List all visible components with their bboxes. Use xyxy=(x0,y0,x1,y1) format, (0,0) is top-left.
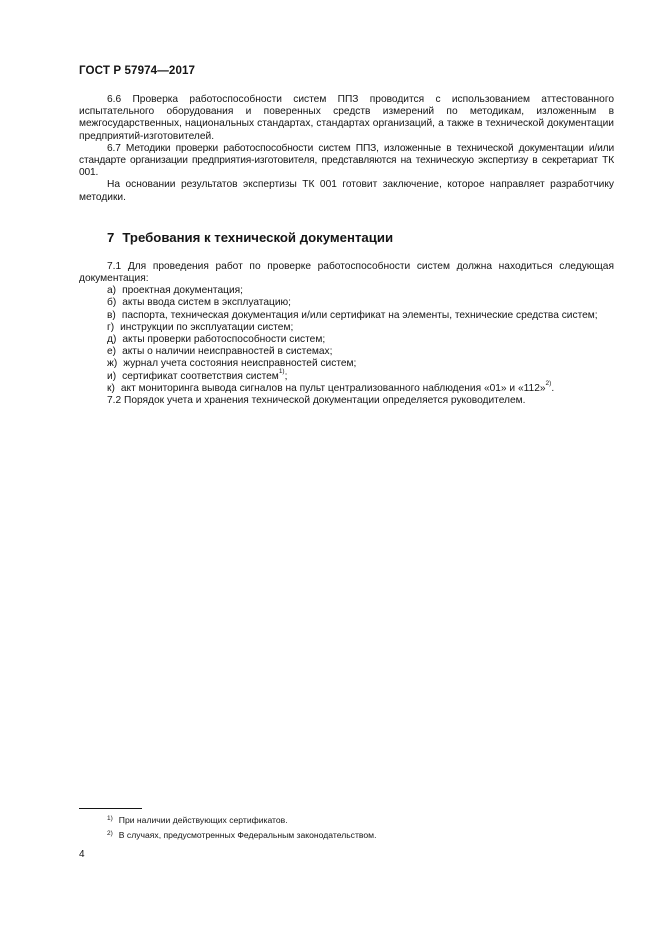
list-item-marker: ж) xyxy=(107,358,118,370)
list-item-marker: и) xyxy=(107,370,117,382)
footnote xyxy=(79,814,614,829)
list-item-marker: г) xyxy=(107,321,115,333)
list-item-marker: в) xyxy=(107,309,116,321)
list-item xyxy=(79,346,614,358)
footnote-marker: 2) xyxy=(107,829,113,837)
paragraph-7-2: 7.2 Порядок учета и хранения технической документации определяется руководителем. xyxy=(107,395,526,407)
footnote-text: При наличии действующих сертификатов. xyxy=(118,815,288,825)
list-item xyxy=(79,322,614,334)
list-item-marker: к) xyxy=(107,382,115,394)
list-item-text: проектная документация; xyxy=(122,285,243,297)
list-item-marker: е) xyxy=(107,346,117,358)
section-number: 7 xyxy=(107,229,115,245)
list-item-text: акты о наличии неисправностей в системах; xyxy=(122,346,333,358)
paragraph-6-7: 6.7 Методики проверки работоспособности систем ППЗ, изложенные в технической документации и/или стандарте организации предприятия-изготовителя, представляются на техническую экспертизу в секретариат ТК 001. xyxy=(79,142,614,179)
list-item-text: акт мониторинга вывода сигналов на пульт централизованного наблюдения «01» и «112» xyxy=(120,382,546,394)
list-item-text: паспорта, техническая документация и/или сертификат на элементы, технические средства систем; xyxy=(121,309,598,321)
list-item-punctuation: ; xyxy=(284,370,288,382)
list-item xyxy=(79,285,614,297)
list-item-text: акты ввода систем в эксплуатацию; xyxy=(122,297,292,309)
footnote-divider xyxy=(79,808,142,809)
list-item-marker: а) xyxy=(107,285,117,297)
footnote-reference: 2) xyxy=(545,380,552,388)
list-item-marker: б) xyxy=(107,297,117,309)
list-item-punctuation: . xyxy=(551,382,555,394)
footnote-marker: 1) xyxy=(107,815,113,822)
page-number: 4 xyxy=(79,849,85,860)
list-item-marker: д) xyxy=(107,334,117,346)
list-item xyxy=(79,358,614,370)
paragraph-7-1: 7.1 Для проведения работ по проверке работоспособности систем должна находиться следующая документация: xyxy=(79,260,614,285)
list-item xyxy=(79,310,614,322)
list-item xyxy=(79,380,614,395)
section-title: Требования к технической документации xyxy=(122,229,394,245)
footnotes xyxy=(79,814,614,843)
list-item xyxy=(79,297,614,309)
footnote-text: В случаях, предусмотренных Федеральным законодательством. xyxy=(118,829,377,840)
main-content xyxy=(79,94,614,407)
footnote xyxy=(79,829,614,844)
document-header: ГОСТ Р 57974—2017 xyxy=(79,64,196,77)
list-item-text: инструкции по эксплуатации систем; xyxy=(120,321,294,333)
paragraph-6-6: 6.6 Проверка работоспособности систем ППЗ проводится с использованием аттестованного испытательного оборудования и поверенных средств измерений по методикам, изложенным в межгосударственных, национальных стандартах, стандартах организаций, а также в технической документации предприятий-изготовителей. xyxy=(79,94,614,142)
section-heading xyxy=(107,230,614,245)
list-item-text: журнал учета состояния неисправностей систем; xyxy=(123,358,357,370)
list-item xyxy=(79,334,614,346)
documentation-list xyxy=(79,285,614,395)
list-item-text: сертификат соответствия систем xyxy=(122,370,279,382)
list-item-text: акты проверки работоспособности систем; xyxy=(122,334,326,346)
paragraph-6-7-continuation: На основании результатов экспертизы ТК 001 готовит заключение, которое направляет разработчику методики. xyxy=(79,179,614,203)
list-item xyxy=(79,368,614,383)
footnote-reference: 1) xyxy=(278,368,285,376)
